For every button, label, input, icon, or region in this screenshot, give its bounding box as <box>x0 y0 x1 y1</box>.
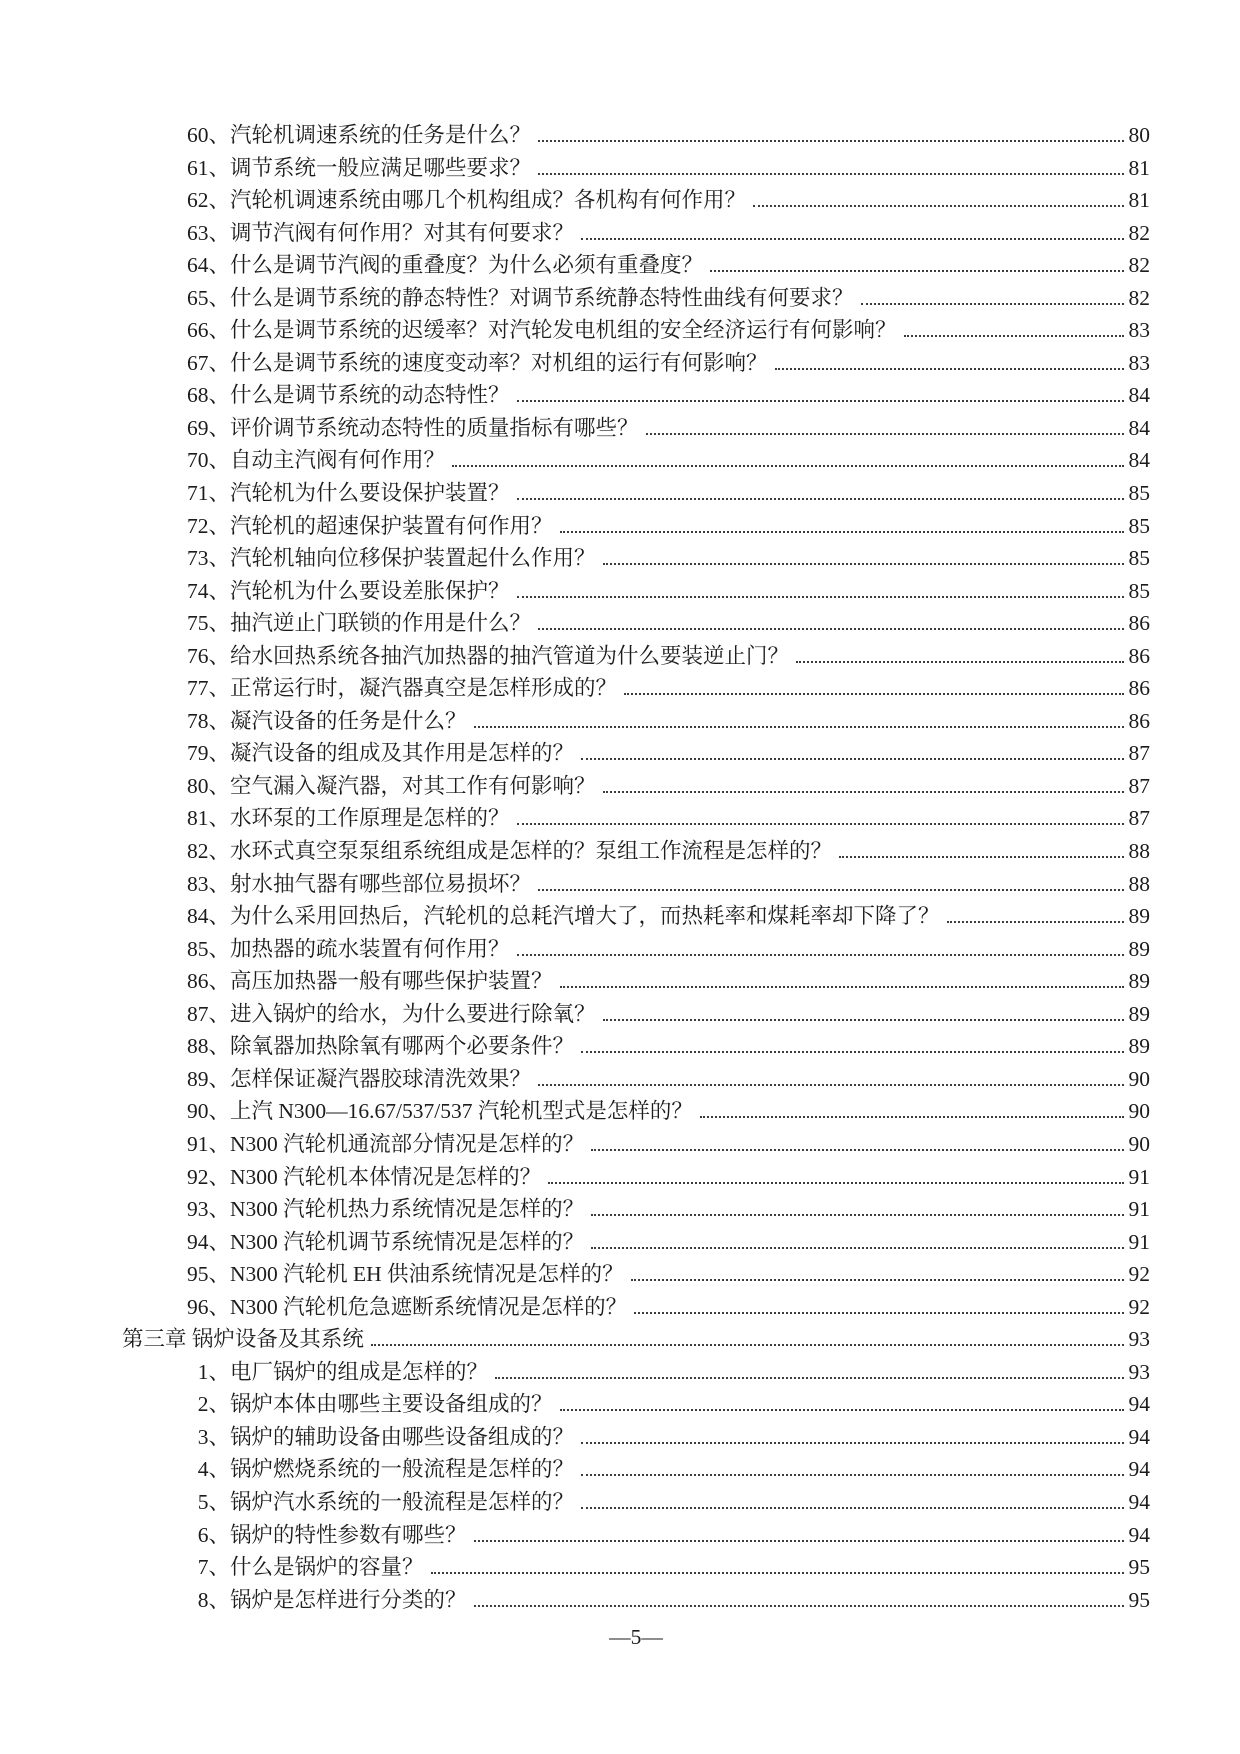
toc-leader-dots <box>700 1116 1124 1118</box>
toc-entry[interactable] <box>122 477 1150 510</box>
toc-entry[interactable] <box>122 1421 1150 1454</box>
toc-entry-page: 89 <box>1128 936 1150 961</box>
toc-entry-number: 79、 <box>186 741 230 766</box>
toc-entry-number: 6、 <box>197 1522 230 1547</box>
toc-entry-page: 80 <box>1128 123 1150 147</box>
toc-entry-page: 94 <box>1128 1457 1150 1482</box>
toc-entry-label: 汽轮机调速系统的任务是什么？ <box>230 123 532 147</box>
toc-entry[interactable] <box>122 1551 1150 1584</box>
toc-leader-dots <box>947 921 1124 923</box>
toc-entry-label: 锅炉的辅助设备由哪些设备组成的？ <box>230 1424 575 1449</box>
toc-entry[interactable] <box>122 868 1150 901</box>
toc-entry-number: 1、 <box>197 1359 230 1384</box>
toc-entry-page: 94 <box>1128 1392 1150 1417</box>
toc-entry-number: 96、 <box>186 1294 230 1319</box>
toc-leader-dots <box>581 238 1124 240</box>
toc-entry-page: 83 <box>1128 350 1150 375</box>
toc-entry-number: 71、 <box>186 481 230 506</box>
toc-entry-label: N300 汽轮机调节系统情况是怎样的？ <box>230 1229 585 1254</box>
toc-entry-page: 90 <box>1128 1066 1150 1091</box>
toc-entry-number: 76、 <box>186 643 230 668</box>
toc-entry-number: 72、 <box>186 513 230 538</box>
toc-entry-label: N300 汽轮机热力系统情况是怎样的？ <box>230 1197 585 1222</box>
toc-entry-number: 78、 <box>186 708 230 733</box>
toc-leader-dots <box>634 1312 1124 1314</box>
toc-entry-number: 90、 <box>186 1099 230 1124</box>
toc-entry-page: 89 <box>1128 904 1150 929</box>
toc-entry-label: 正常运行时，凝汽器真空是怎样形成的？ <box>230 676 618 701</box>
toc-entry-number: 85、 <box>186 936 230 961</box>
toc-entry-number: 61、 <box>186 155 230 180</box>
toc-entry[interactable] <box>122 640 1150 673</box>
toc-entry-page: 82 <box>1128 285 1150 310</box>
toc-entry-label: 怎样保证凝汽器胶球清洗效果？ <box>230 1066 532 1091</box>
toc-entry-page: 87 <box>1128 773 1150 798</box>
toc-entry-page: 85 <box>1128 578 1150 603</box>
toc-entry-page: 94 <box>1128 1424 1150 1449</box>
toc-entry[interactable] <box>122 314 1150 347</box>
toc-leader-dots <box>517 954 1124 956</box>
toc-leader-dots <box>474 1540 1124 1542</box>
toc-entry-page: 82 <box>1128 253 1150 278</box>
toc-entry-label: 射水抽气器有哪些部位易损坏？ <box>230 871 532 896</box>
toc-entry-number: 83、 <box>186 871 230 896</box>
toc-entry-label: 锅炉燃烧系统的一般流程是怎样的？ <box>230 1457 575 1482</box>
toc-entry-label: 汽轮机为什么要设差胀保护？ <box>230 578 510 603</box>
toc-entry-number: 62、 <box>186 188 230 213</box>
toc-entry-label: 锅炉是怎样进行分类的？ <box>230 1587 467 1612</box>
toc-entry-number: 70、 <box>186 448 230 473</box>
toc-leader-dots <box>603 791 1124 793</box>
toc-leader-dots <box>603 1019 1124 1021</box>
toc-entry[interactable] <box>122 1095 1150 1128</box>
toc-entry-page: 87 <box>1128 806 1150 831</box>
toc-entry-page: 83 <box>1128 318 1150 343</box>
toc-entry-page: 90 <box>1128 1099 1150 1124</box>
toc-leader-dots <box>560 1409 1124 1411</box>
toc-leader-dots <box>581 1474 1124 1476</box>
toc-entry-label: 什么是调节系统的速度变动率？对机组的运行有何影响？ <box>230 350 768 375</box>
toc-entry[interactable] <box>122 1063 1150 1096</box>
toc-entry-label: 什么是调节系统的动态特性？ <box>230 383 510 408</box>
toc-entry[interactable] <box>122 737 1150 770</box>
toc-entry[interactable] <box>122 249 1150 282</box>
toc-entry-number: 69、 <box>186 415 230 440</box>
toc-entry-page: 81 <box>1128 155 1150 180</box>
toc-entry-page: 94 <box>1128 1522 1150 1547</box>
toc-entry-label: 凝汽设备的任务是什么？ <box>230 708 467 733</box>
toc-entry-number: 2、 <box>197 1392 230 1417</box>
toc-entry-label: 汽轮机调速系统由哪几个机构组成？各机构有何作用？ <box>230 188 747 213</box>
toc-entry-number: 8、 <box>197 1587 230 1612</box>
toc-leader-dots <box>591 1149 1124 1151</box>
toc-entry[interactable] <box>122 998 1150 1031</box>
toc-entry[interactable] <box>122 1519 1150 1552</box>
toc-entry[interactable] <box>122 184 1150 217</box>
toc-leader-dots <box>538 889 1124 891</box>
toc-entry-page: 85 <box>1128 546 1150 571</box>
toc-entry-label: N300 汽轮机 EH 供油系统情况是怎样的？ <box>230 1262 624 1287</box>
toc-entry[interactable] <box>122 1453 1150 1486</box>
toc-entry-page: 84 <box>1128 448 1150 473</box>
toc-leader-dots <box>591 1247 1124 1249</box>
toc-leader-dots <box>861 303 1124 305</box>
toc-entry[interactable] <box>122 900 1150 933</box>
toc-entry-number: 63、 <box>186 220 230 245</box>
toc-leader-dots <box>538 1084 1124 1086</box>
toc-entry-label: 调节系统一般应满足哪些要求？ <box>230 155 532 180</box>
toc-entry-label: 水环泵的工作原理是怎样的？ <box>230 806 510 831</box>
toc-entry-page: 90 <box>1128 1131 1150 1156</box>
toc-entry-label: 为什么采用回热后，汽轮机的总耗汽增大了，而热耗率和煤耗率却下降了？ <box>230 904 940 929</box>
toc-entry[interactable] <box>122 705 1150 738</box>
toc-entry[interactable] <box>122 152 1150 185</box>
toc-entry-label: 锅炉本体由哪些主要设备组成的？ <box>230 1392 553 1417</box>
toc-entry-number: 81、 <box>186 806 230 831</box>
toc-entry-label: 汽轮机轴向位移保护装置起什么作用？ <box>230 546 596 571</box>
toc-entry-label: 除氧器加热除氧有哪两个必要条件？ <box>230 1034 575 1059</box>
toc-entry[interactable] <box>122 1486 1150 1519</box>
toc-entry[interactable] <box>122 1291 1150 1324</box>
toc-entry[interactable] <box>122 1226 1150 1259</box>
toc-leader-dots <box>775 368 1124 370</box>
toc-entry-page: 89 <box>1128 1034 1150 1059</box>
toc-leader-dots <box>796 661 1124 663</box>
toc-entry-label: 抽汽逆止门联锁的作用是什么？ <box>230 611 532 636</box>
toc-entry[interactable] <box>122 1161 1150 1194</box>
toc-entry-label: 锅炉的特性参数有哪些？ <box>230 1522 467 1547</box>
toc-entry-number: 74、 <box>186 578 230 603</box>
toc-entry-page: 91 <box>1128 1164 1150 1189</box>
toc-chapter-entry[interactable] <box>122 1323 1150 1356</box>
toc-entry-page: 95 <box>1128 1555 1150 1580</box>
toc-entry[interactable] <box>122 282 1150 315</box>
toc-entry-number: 93、 <box>186 1197 230 1222</box>
toc-entry-label: 电厂锅炉的组成是怎样的？ <box>230 1359 489 1384</box>
toc-entry-label: 评价调节系统动态特性的质量指标有哪些？ <box>230 415 639 440</box>
toc-entry-page: 82 <box>1128 220 1150 245</box>
toc-entry-number: 87、 <box>186 1001 230 1026</box>
toc-entry-number: 89、 <box>186 1066 230 1091</box>
toc-entry-label: 什么是调节汽阀的重叠度？为什么必须有重叠度？ <box>230 253 704 278</box>
toc-entry-label: 进入锅炉的给水，为什么要进行除氧？ <box>230 1001 596 1026</box>
toc-entry-label: N300 汽轮机危急遮断系统情况是怎样的？ <box>230 1294 628 1319</box>
toc-entry-label: 空气漏入凝汽器，对其工作有何影响？ <box>230 773 596 798</box>
toc-entry-page: 81 <box>1128 188 1150 213</box>
toc-entry[interactable] <box>122 217 1150 250</box>
toc-entry[interactable] <box>122 575 1150 608</box>
toc-leader-dots <box>560 531 1124 533</box>
toc-entry-page: 93 <box>1128 1359 1150 1384</box>
toc-entry-number: 73、 <box>186 546 230 571</box>
toc-entry-number: 80、 <box>186 773 230 798</box>
toc-leader-dots <box>517 498 1124 500</box>
toc-leader-dots <box>452 465 1124 467</box>
toc-entry-page: 86 <box>1128 708 1150 733</box>
toc-entry-page: 86 <box>1128 643 1150 668</box>
toc-entry-label: 水环式真空泵泵组系统组成是怎样的？泵组工作流程是怎样的？ <box>230 839 833 864</box>
toc-entry-label: N300 汽轮机通流部分情况是怎样的？ <box>230 1131 585 1156</box>
toc-entry-page: 94 <box>1128 1489 1150 1514</box>
toc-entry-number: 91、 <box>186 1131 230 1156</box>
toc-leader-dots <box>839 856 1124 858</box>
toc-entry-label: 什么是调节系统的静态特性？对调节系统静态特性曲线有何要求？ <box>230 285 854 310</box>
toc-entry[interactable] <box>122 1128 1150 1161</box>
toc-leader-dots <box>538 628 1124 630</box>
toc-leader-dots <box>753 205 1124 207</box>
toc-entry[interactable] <box>122 965 1150 998</box>
toc-entry-page: 86 <box>1128 611 1150 636</box>
toc-entry-page: 84 <box>1128 415 1150 440</box>
toc-entry-label: 凝汽设备的组成及其作用是怎样的？ <box>230 741 575 766</box>
toc-entry[interactable] <box>122 672 1150 705</box>
toc-leader-dots <box>581 1051 1124 1053</box>
toc-entry-page: 85 <box>1128 513 1150 538</box>
toc-entry-page: 95 <box>1128 1587 1150 1612</box>
toc-leader-dots <box>548 1182 1124 1184</box>
toc-entry-number: 5、 <box>197 1489 230 1514</box>
toc-entry-label: 锅炉汽水系统的一般流程是怎样的？ <box>230 1489 575 1514</box>
toc-leader-dots <box>631 1279 1124 1281</box>
toc-entry-number: 67、 <box>186 350 230 375</box>
toc-entry[interactable] <box>122 770 1150 803</box>
page-number-footer: —5— <box>609 1625 663 1650</box>
toc-entry-page: 86 <box>1128 676 1150 701</box>
toc-entry-label: 第三章 锅炉设备及其系统 <box>122 1327 364 1352</box>
toc-leader-dots <box>710 270 1124 272</box>
toc-leader-dots <box>581 1442 1124 1444</box>
toc-leader-dots <box>581 758 1124 760</box>
toc-entry-number: 65、 <box>186 285 230 310</box>
toc-entry-page: 92 <box>1128 1294 1150 1319</box>
toc-entry[interactable] <box>122 1258 1150 1291</box>
toc-entry[interactable] <box>122 933 1150 966</box>
toc-leader-dots <box>538 173 1124 175</box>
toc-entry-page: 89 <box>1128 969 1150 994</box>
toc-entry-label: 汽轮机为什么要设保护装置？ <box>230 481 510 506</box>
table-of-contents <box>122 119 1150 1616</box>
toc-leader-dots <box>474 726 1124 728</box>
toc-entry-label: 高压加热器一般有哪些保护装置？ <box>230 969 553 994</box>
toc-entry-page: 88 <box>1128 839 1150 864</box>
toc-leader-dots <box>517 596 1124 598</box>
toc-entry-page: 93 <box>1128 1327 1150 1352</box>
toc-entry-page: 88 <box>1128 871 1150 896</box>
toc-entry[interactable] <box>122 444 1150 477</box>
toc-leader-dots <box>517 823 1124 825</box>
toc-entry-number: 75、 <box>186 611 230 636</box>
toc-leader-dots <box>603 563 1124 565</box>
toc-entry[interactable] <box>122 379 1150 412</box>
toc-entry[interactable] <box>122 1388 1150 1421</box>
toc-entry-number: 7、 <box>197 1555 230 1580</box>
toc-entry-page: 92 <box>1128 1262 1150 1287</box>
toc-entry-label: 什么是锅炉的容量？ <box>230 1555 424 1580</box>
toc-entry-number: 3、 <box>197 1424 230 1449</box>
toc-leader-dots <box>581 1507 1124 1509</box>
toc-entry-number: 88、 <box>186 1034 230 1059</box>
toc-leader-dots <box>560 986 1124 988</box>
toc-leader-dots <box>904 335 1124 337</box>
toc-entry-number: 66、 <box>186 318 230 343</box>
toc-leader-dots <box>495 1377 1124 1379</box>
toc-entry[interactable] <box>122 510 1150 543</box>
toc-entry-label: 什么是调节系统的迟缓率？对汽轮发电机组的安全经济运行有何影响？ <box>230 318 897 343</box>
toc-leader-dots <box>646 433 1124 435</box>
toc-entry-number: 92、 <box>186 1164 230 1189</box>
toc-entry-page: 84 <box>1128 383 1150 408</box>
toc-entry-number: 82、 <box>186 839 230 864</box>
toc-leader-dots <box>591 1214 1124 1216</box>
toc-entry-number: 86、 <box>186 969 230 994</box>
toc-entry-number: 84、 <box>186 904 230 929</box>
toc-entry-page: 91 <box>1128 1229 1150 1254</box>
toc-leader-dots <box>517 400 1124 402</box>
toc-entry[interactable] <box>122 1030 1150 1063</box>
toc-entry-number: 68、 <box>186 383 230 408</box>
toc-entry[interactable] <box>122 802 1150 835</box>
toc-entry[interactable] <box>122 1356 1150 1389</box>
toc-entry-number: 64、 <box>186 253 230 278</box>
toc-entry-number: 4、 <box>197 1457 230 1482</box>
toc-entry-page: 87 <box>1128 741 1150 766</box>
toc-entry-page: 85 <box>1128 481 1150 506</box>
toc-leader-dots <box>538 140 1124 142</box>
toc-entry[interactable] <box>122 119 1150 152</box>
toc-entry[interactable] <box>122 347 1150 380</box>
toc-entry[interactable] <box>122 1584 1150 1617</box>
toc-entry-page: 91 <box>1128 1197 1150 1222</box>
toc-leader-dots <box>624 693 1124 695</box>
toc-leader-dots <box>474 1605 1124 1607</box>
toc-entry[interactable] <box>122 1193 1150 1226</box>
toc-entry[interactable] <box>122 835 1150 868</box>
toc-entry-label: 自动主汽阀有何作用？ <box>230 448 446 473</box>
toc-leader-dots <box>371 1344 1124 1346</box>
toc-entry-label: 加热器的疏水装置有何作用？ <box>230 936 510 961</box>
toc-entry[interactable] <box>122 607 1150 640</box>
toc-leader-dots <box>431 1572 1124 1574</box>
toc-entry-label: N300 汽轮机本体情况是怎样的？ <box>230 1164 542 1189</box>
toc-entry-label: 给水回热系统各抽汽加热器的抽汽管道为什么要装逆止门？ <box>230 643 790 668</box>
toc-entry-number: 94、 <box>186 1229 230 1254</box>
toc-entry-number: 60、 <box>186 123 230 147</box>
toc-entry-label: 调节汽阀有何作用？对其有何要求？ <box>230 220 575 245</box>
toc-entry-page: 89 <box>1128 1001 1150 1026</box>
toc-entry[interactable] <box>122 542 1150 575</box>
toc-entry[interactable] <box>122 412 1150 445</box>
toc-entry-number: 77、 <box>186 676 230 701</box>
toc-entry-label: 上汽 N300—16.67/537/537 汽轮机型式是怎样的？ <box>230 1099 693 1124</box>
toc-entry-label: 汽轮机的超速保护装置有何作用？ <box>230 513 553 538</box>
toc-entry-number: 95、 <box>186 1262 230 1287</box>
